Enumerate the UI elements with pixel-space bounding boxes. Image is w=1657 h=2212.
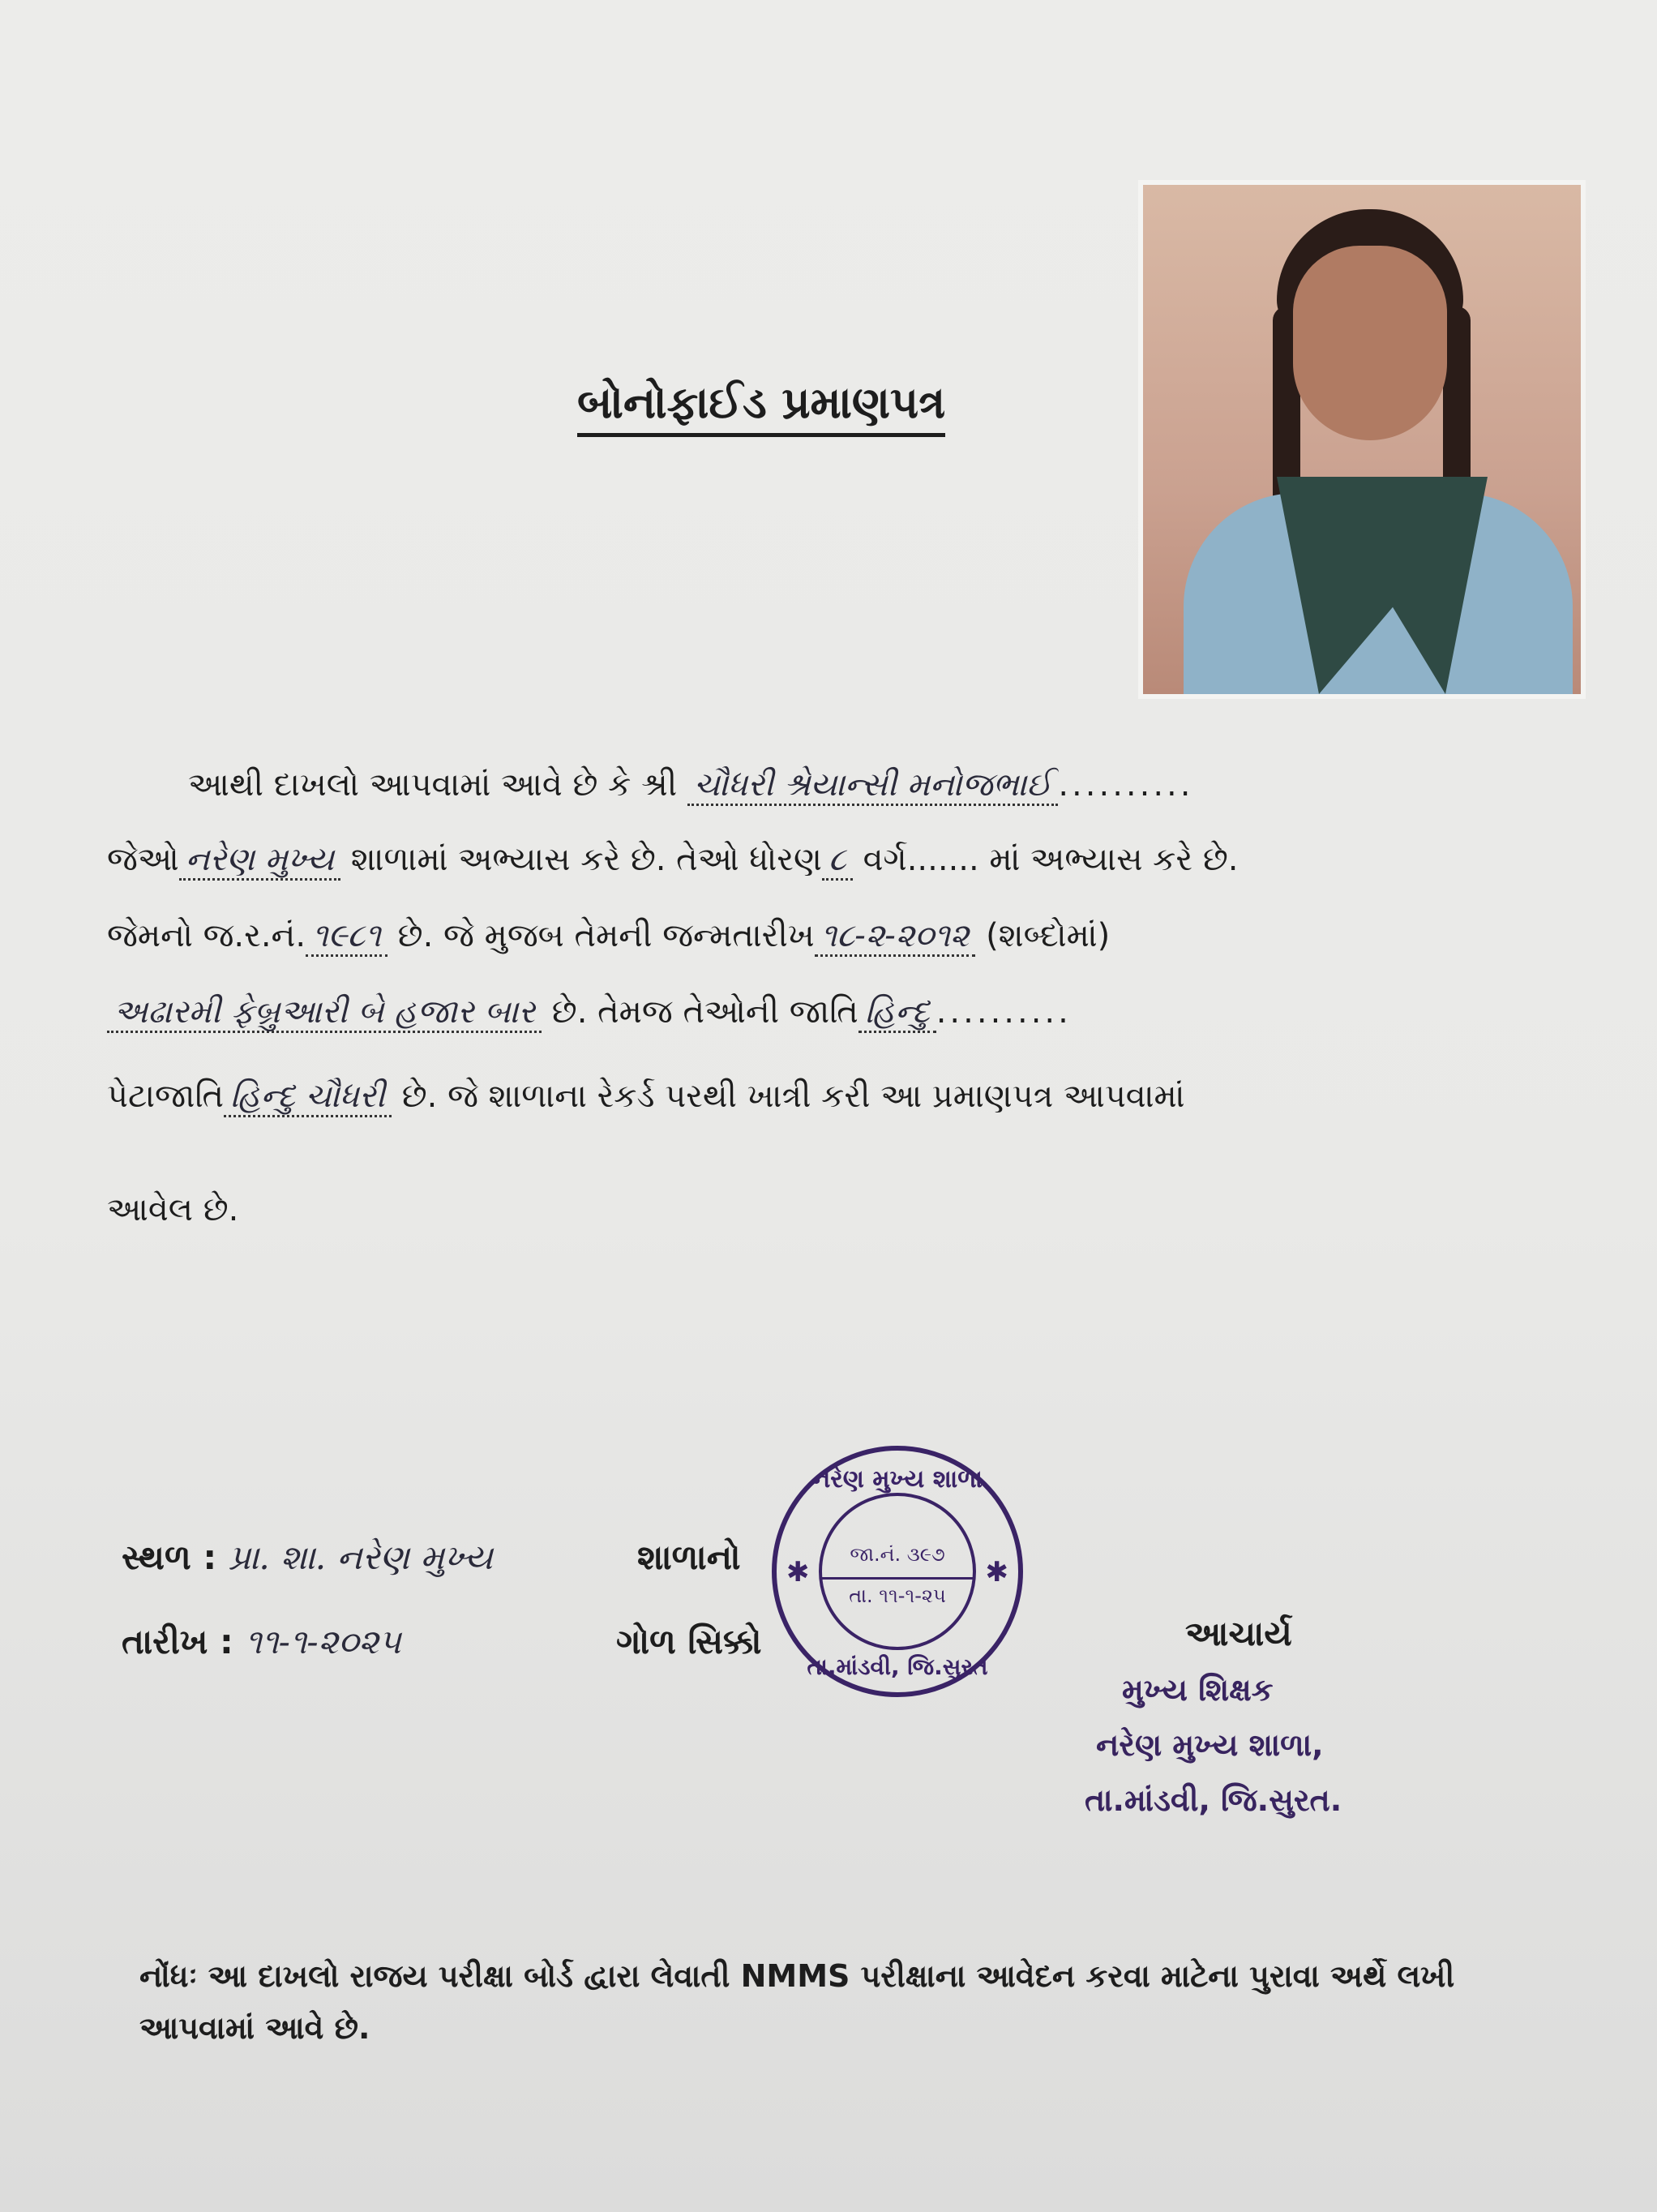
date-row: તારીખ : ૧૧-૧-૨૦૨૫ [122, 1622, 401, 1661]
acharya-label: આચાર્ય [1185, 1614, 1292, 1653]
seal-label-1: શાળાનો [637, 1537, 741, 1577]
caste-value: હિન્દુ [858, 993, 936, 1033]
signature-stamp-line-3: તા.માંડવી, જિ.સુરત. [1085, 1782, 1342, 1818]
birth-date-words: અઢારમી ફેબ્રુઆરી બે હજાર બાર [107, 993, 542, 1033]
place-value: પ્રા. શા. નરેણ મુખ્ય [228, 1537, 493, 1577]
body-line-2: જેઓ નરેણ મુખ્ય શાળામાં અભ્યાસ કરે છે. તેઓ ધોરણ ૮ વર્ગ....... માં અભ્યાસ કરે છે. [107, 835, 1238, 884]
seal-number: જા.નં. ૩૯૭ [850, 1543, 945, 1566]
school-name: નરેણ મુખ્ય [179, 841, 340, 881]
standard-value: ૮ [822, 841, 853, 881]
school-round-seal [772, 1446, 1023, 1697]
seal-label-2: ગોળ સિક્કો [616, 1622, 762, 1661]
seal-star-left-icon: ✱ [786, 1556, 810, 1588]
certificate-title: બોનોફાઈડ પ્રમાણપત્ર [577, 375, 945, 437]
gr-number: ૧૯૮૧ [306, 917, 387, 957]
seal-inner-ring [819, 1493, 976, 1650]
birth-date: ૧૮-૨-૨૦૧૨ [815, 917, 976, 957]
body-line-6: આવેલ છે. [107, 1191, 239, 1228]
note-text: નોંધઃ આ દાખલો રાજય પરીક્ષા બોર્ડ દ્વારા લેવાતી NMMS પરીક્ષાના આવેદન કરવા માટેના પુરાવા અર્થે લખી આપવામાં આવે છે. [139, 1958, 1455, 2046]
seal-star-right-icon: ✱ [985, 1556, 1008, 1588]
student-name: ચૌધરી શ્રેયાન્સી મનોજભાઈ [687, 766, 1058, 806]
signature-stamp-line-1: મુખ્ય શિક્ષક [1122, 1672, 1274, 1708]
body-line-5: પેટાજાતિ હિન્દુ ચૌધરી છે. જે શાળાના રેકર્ડ પરથી ખાત્રી કરી આ પ્રમાણપત્ર આપવામાં [107, 1072, 1185, 1121]
subcaste-value: હિન્દુ ચૌધરી [224, 1078, 392, 1117]
body-line-3: જેમનો જ.ર.નં. ૧૯૮૧ છે. જે મુજબ તેમની જન્મતારીખ ૧૮-૨-૨૦૧૨ (શબ્દોમાં) [107, 911, 1110, 960]
date-value: ૧૧-૧-૨૦૨૫ [245, 1622, 401, 1661]
seal-date: તા. ૧૧-૧-૨૫ [822, 1577, 973, 1607]
body-line-4: અઢારમી ફેબ્રુઆરી બે હજાર બાર છે. તેમજ તેઓની જાતિ હિન્દુ .......... [107, 988, 1072, 1036]
student-photo [1143, 185, 1581, 694]
place-row: સ્થળ : પ્રા. શા. નરેણ મુખ્ય [122, 1537, 493, 1577]
seal-top-text: નરેણ મુખ્ય શાળા [811, 1465, 983, 1494]
seal-bottom-text: તા.માંડવી, જિ.સુરત [807, 1653, 988, 1680]
signature-stamp-line-2: નરેણ મુખ્ય શાળા, [1096, 1727, 1324, 1763]
body-line-1: આથી દાખલો આપવામાં આવે છે કે શ્રી ચૌધરી શ્રેયાન્સી મનોજભાઈ .......... [188, 761, 1193, 809]
